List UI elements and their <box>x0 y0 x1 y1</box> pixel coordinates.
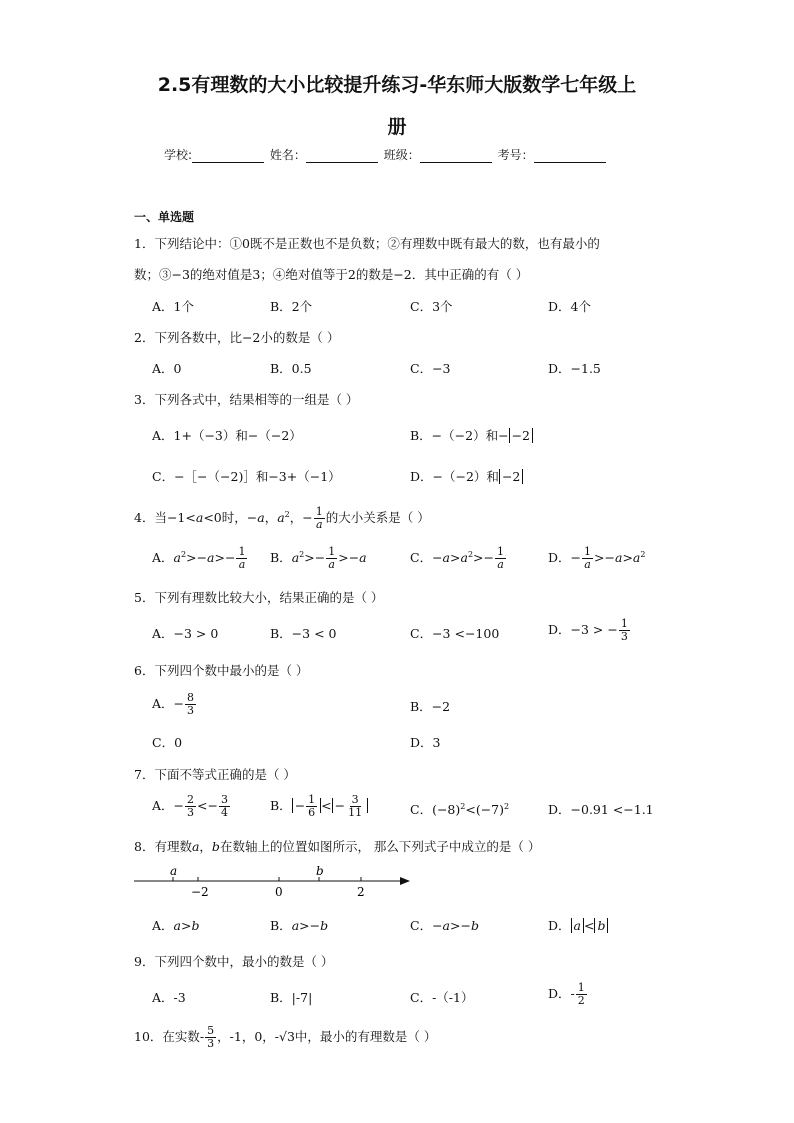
q7-option-a[interactable]: A．− $\frac{2}{3}$ <− $\frac{3}{4}$ <box>152 793 228 819</box>
q4-a2: a <box>277 510 285 525</box>
q6-option-d[interactable]: D．3 <box>410 735 441 750</box>
q3-d-abs: −2 <box>499 469 523 484</box>
number-line <box>130 862 420 904</box>
label-0: 0 <box>275 885 283 899</box>
page-title-cont: 册 <box>387 116 407 138</box>
q4-option-a[interactable]: A．$a^2>-a>-$ $\frac{1}{a}$ <box>152 545 246 571</box>
q1-option-a[interactable]: A．1个 <box>152 299 194 314</box>
q4-neg: − <box>302 510 313 525</box>
question-7: 7．下面不等式正确的是（ ） <box>134 767 296 782</box>
name-blank[interactable] <box>306 149 378 163</box>
q4-exp: 2 <box>284 509 290 519</box>
q1-option-b[interactable]: B．2个 <box>270 299 313 314</box>
q9-option-a[interactable]: A．-3 <box>152 990 186 1005</box>
q5-option-d[interactable]: D．−3 > − $\frac{1}{3}$ <box>548 617 628 643</box>
q5-option-a[interactable]: A．−3 > 0 <box>152 626 219 641</box>
q8-option-c[interactable]: C．−a>−b <box>410 918 479 933</box>
q5-option-b[interactable]: B．−3 < 0 <box>270 626 337 641</box>
q8-option-b[interactable]: B．a>−b <box>270 918 329 933</box>
question-8: 8．有理数a，b在数轴上的位置如图所示， 那么下列式子中成立的是（ ） <box>134 839 541 854</box>
q8-option-a[interactable]: A．a>b <box>152 918 200 933</box>
school-label: 学校: <box>164 148 193 162</box>
q4-var-a: a <box>195 510 204 525</box>
q2-option-a[interactable]: A．0 <box>152 361 182 376</box>
school-blank[interactable] <box>192 149 264 163</box>
label-a: a <box>170 864 178 878</box>
question-10: 10．在实数- $\frac{5}{3}$ ，-1，0，-√3中，最小的有理数是（ ） <box>134 1024 437 1050</box>
q4-end: 的大小关系是（ ） <box>325 510 430 525</box>
q6-option-c[interactable]: C．0 <box>152 735 183 750</box>
q3-d-text: D．−（−2）和 <box>410 469 499 484</box>
class-blank[interactable] <box>420 149 492 163</box>
number-label: 考号： <box>497 148 534 162</box>
q5-option-c[interactable]: C．−3 <−100 <box>410 626 500 641</box>
question-1-line2: 数；③−3的绝对值是3；④绝对值等于2的数是−2．其中正确的有（ ） <box>134 267 529 282</box>
q9-option-d[interactable]: D．- $\frac{1}{2}$ <box>548 981 585 1007</box>
q4-option-d[interactable]: D．− $\frac{1}{a}$ $>-a>a^2$ <box>548 545 646 571</box>
q3-option-c[interactable]: C．−［−（−2)］和−3+（−1） <box>152 469 341 484</box>
q7-option-c[interactable]: C．$(-8)^2<(-7)^2$ <box>410 801 510 817</box>
question-9: 9．下列四个数中，最小的数是（ ） <box>134 954 334 969</box>
number-blank[interactable] <box>534 149 606 163</box>
q2-option-d[interactable]: D．−1.5 <box>548 361 601 376</box>
q4-comma2: ， <box>289 510 303 525</box>
q1-option-d[interactable]: D．4个 <box>548 299 591 314</box>
q9-option-c[interactable]: C．-（-1） <box>410 990 474 1005</box>
q4-option-b[interactable]: B．$a^2>-$ $\frac{1}{a}$ >−a <box>270 545 367 571</box>
q3-option-b[interactable] <box>410 426 533 444</box>
q4-comma1: ， <box>264 510 278 525</box>
q2-option-c[interactable]: C．−3 <box>410 361 451 376</box>
q3-option-a[interactable]: A．1+（−3）和−（−2） <box>152 428 302 443</box>
label-b: b <box>316 864 324 878</box>
q7-option-d[interactable]: D．−0.91 <−1.1 <box>548 802 654 817</box>
question-5: 5．下列有理数比较大小，结果正确的是（ ） <box>134 590 384 605</box>
q3-b-text: B．−（−2）和− <box>410 428 509 443</box>
q7-option-b[interactable]: B． − $\frac{1}{6}$ < − $\frac{3}{11}$ <box>270 794 368 819</box>
question-3: 3．下列各式中，结果相等的一组是（ ） <box>134 392 359 407</box>
q4-neg-a: −a <box>246 510 265 525</box>
q9-option-b[interactable]: B．|-7| <box>270 990 313 1005</box>
student-info <box>164 146 608 163</box>
question-1-line1: 1．下列结论中：①0既不是正数也不是负数；②有理数中既有最大的数，也有最小的 <box>134 236 600 251</box>
name-label: 姓名： <box>269 148 306 162</box>
page-title: 2.5有理数的大小比较提升练习-华东师大版数学七年级上 <box>157 74 637 96</box>
number-line-arrow <box>400 877 410 885</box>
section-heading: 一、单选题 <box>134 210 195 224</box>
question-4 <box>134 506 430 531</box>
q4-frac: $\frac{1}{a}$ <box>315 505 323 531</box>
question-6: 6．下列四个数中最小的是（ ） <box>134 663 309 678</box>
q6-option-b[interactable]: B．−2 <box>410 699 451 714</box>
question-2: 2．下列各数中，比−2小的数是（ ） <box>134 330 340 345</box>
label-neg2: −2 <box>191 885 209 899</box>
class-label: 班级： <box>383 148 420 162</box>
q3-b-abs: −2 <box>509 428 533 443</box>
label-2: 2 <box>357 885 365 899</box>
q4-pre: 4．当−1< <box>134 510 196 525</box>
q4-mid: <0时， <box>203 510 247 525</box>
q3-option-d[interactable] <box>410 467 523 485</box>
q4-option-c[interactable]: C．$-a>a^2>-$ $\frac{1}{a}$ <box>410 545 505 571</box>
q1-option-c[interactable]: C．3个 <box>410 299 453 314</box>
q6-option-a[interactable]: A．− $\frac{8}{3}$ <box>152 691 195 717</box>
q8-option-d[interactable]: D． a < b <box>548 916 608 934</box>
q2-option-b[interactable]: B．0.5 <box>270 361 312 376</box>
